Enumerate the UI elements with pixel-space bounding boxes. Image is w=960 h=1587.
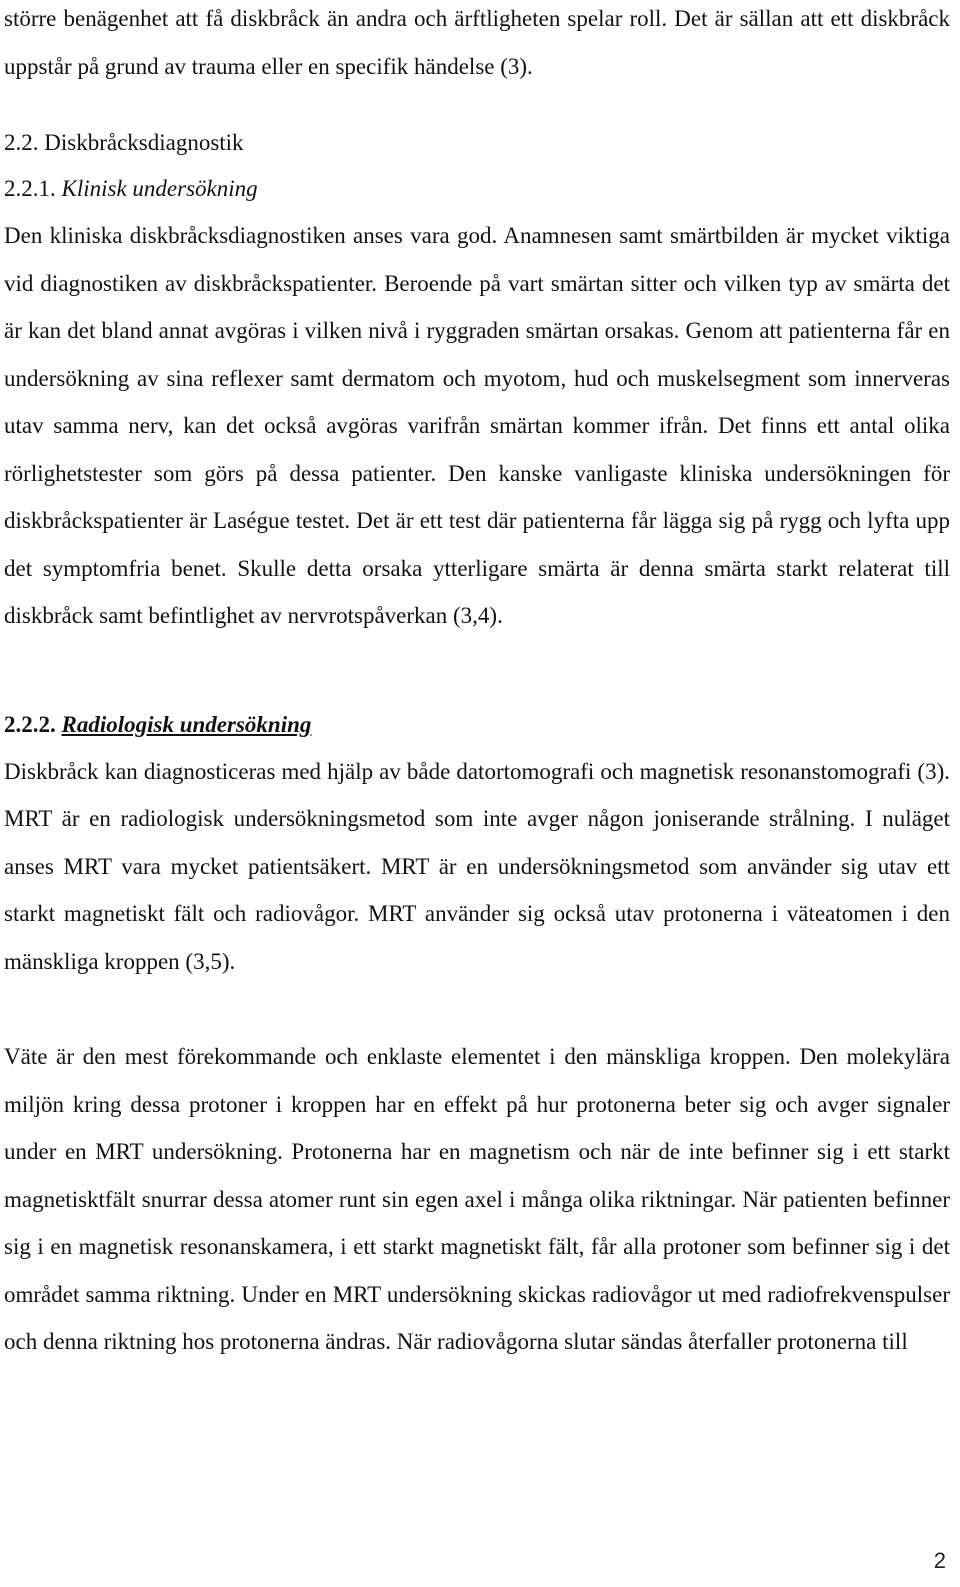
subsection-1-title: Klinisk undersökning: [61, 176, 258, 201]
subsection-1-heading: [4, 166, 950, 212]
subsection-1-paragraph: Den kliniska diskbråcksdiagnostiken anses vara god. Anamnesen samt smärtbilden är mycket viktiga vid diagnostiken av diskbråckspatienter. Beroende på vart smärtan sitter och vilken typ av smärta det är kan det bland annat avgöras i vilken nivå i ryggraden smärtan orsakas. Genom att patienterna får en undersökning av sina reflexer samt dermatom och myotom, hud och muskelsegment som innerveras utav samma nerv, kan det också avgöras varifrån smärtan kommer ifrån. Det finns ett antal olika rörlighetstester som görs på dessa patienter. Den kanske vanligaste kliniska undersökningen för diskbråckspatienter är Laségue testet. Det är ett test där patienterna får lägga sig på rygg och lyfta upp det symptomfria benet. Skulle detta orsaka ytterligare smärta är denna smärta starkt relaterat till diskbråck samt befintlighet av nervrotspåverkan (3,4).: [4, 223, 950, 628]
subsection-2-paragraph-1: Diskbråck kan diagnosticeras med hjälp av både datortomografi och magnetisk resonanstomografi (3). MRT är en radiologisk undersökningsmetod som inte avger någon joniserande strålning. I nuläget anses MRT vara mycket patientsäkert. MRT är en undersökningsmetod som använder sig utav ett starkt magnetiskt fält och radiovågor. MRT använder sig också utav protonerna i väteatomen i den mänskliga kroppen (3,5).: [4, 758, 950, 974]
section-title: Diskbråcksdiagnostik: [44, 130, 244, 155]
page-number: 2: [933, 1548, 946, 1573]
subsection-2-title: Radiologisk undersökning: [61, 711, 312, 737]
subsection-2-number: 2.2.2.: [4, 711, 56, 737]
section-heading: [4, 120, 950, 166]
subsection-1-number: 2.2.1.: [4, 176, 56, 201]
page-content: [4, 0, 950, 1366]
subsection-2-paragraph-2: Väte är den mest förekommande och enklaste elementet i den mänskliga kroppen. Den molekylära miljön kring dessa protoner i kroppen har en effekt på hur protonerna beter sig och avger signaler under en MRT undersökning. Protonerna har en magnetism och när de inte befinner sig i ett starkt magnetisktfält snurrar dessa atomer runt sin egen axel i många olika riktningar. När patienten befinner sig i en magnetisk resonanskamera, i ett starkt magnetiskt fält, får alla protoner som befinner sig i det området samma riktning. Under en MRT undersökning skickas radiovågor ut med radiofrekvenspulser och denna riktning hos protonerna ändras. När radiovågorna slutar sändas återfaller protonerna till: [4, 1044, 950, 1354]
section-number: 2.2.: [4, 130, 39, 155]
intro-paragraph: större benägenhet att få diskbråck än andra och ärftligheten spelar roll. Det är sällan att ett diskbråck uppstår på grund av trauma eller en specifik händelse (3).: [4, 6, 950, 79]
subsection-2-heading: [4, 702, 950, 748]
